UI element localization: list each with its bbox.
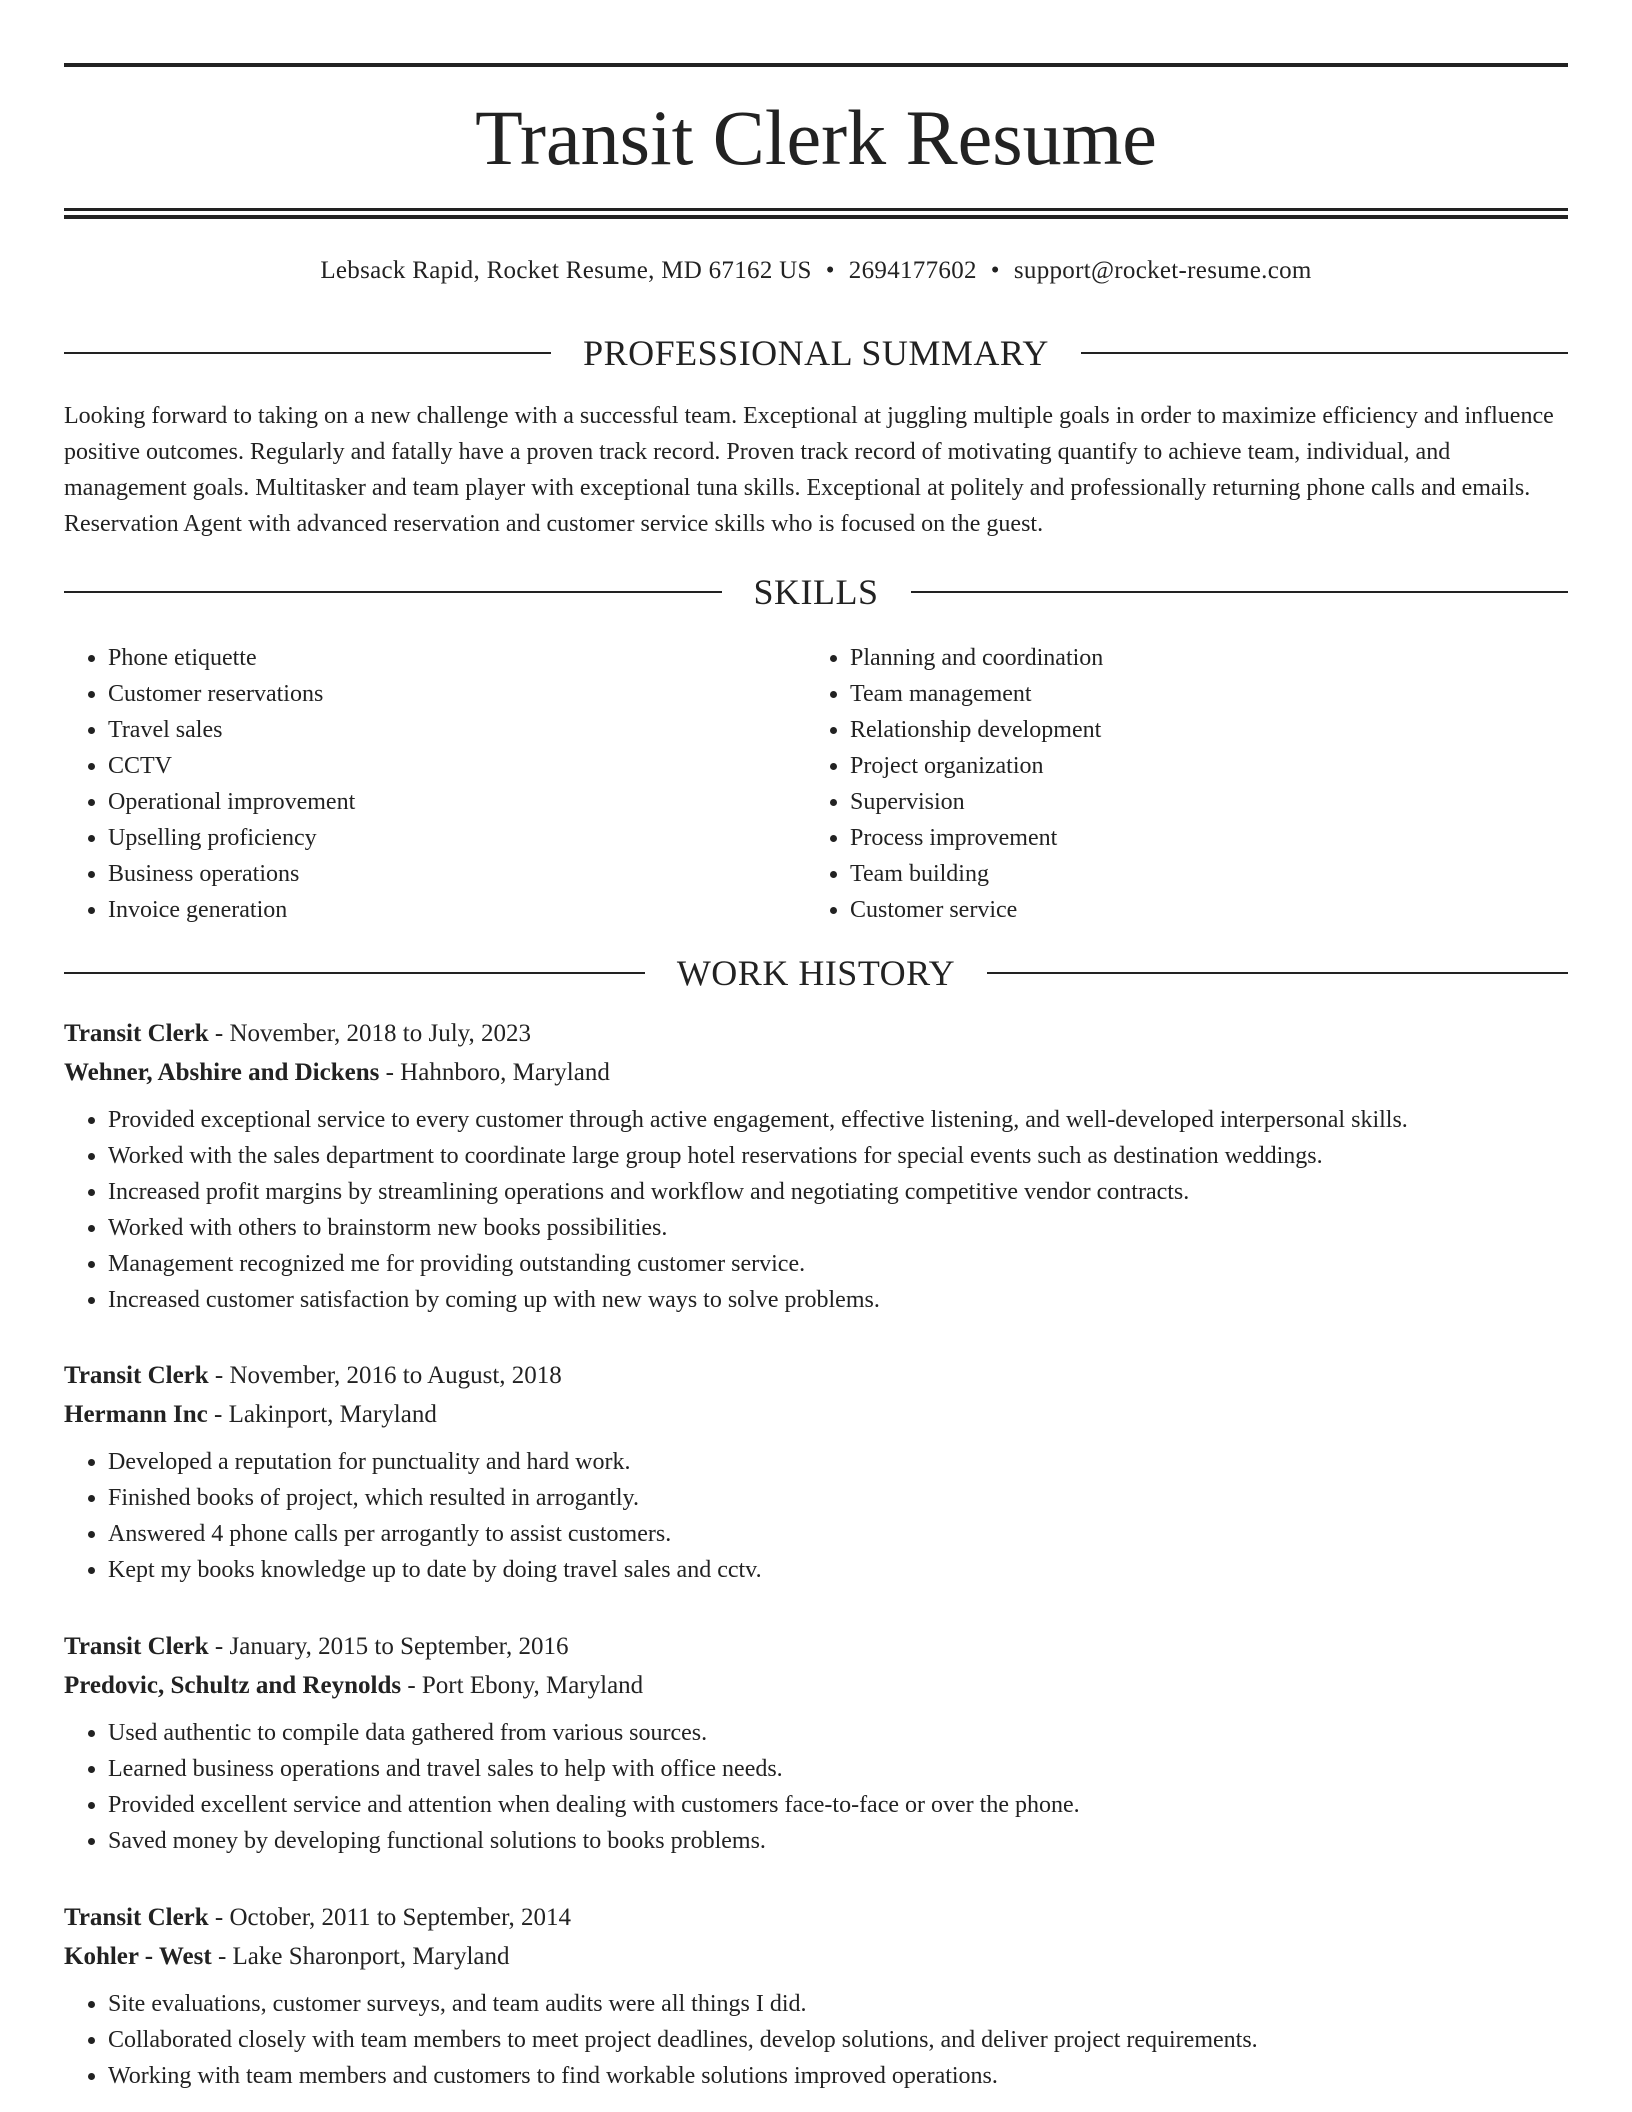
skill-item: • Invoice generation <box>108 892 806 928</box>
job-company-line <box>64 1939 1568 1978</box>
contact-line <box>64 254 1568 288</box>
job-location: - Hahnboro, Maryland <box>379 1059 610 1086</box>
job-entry <box>64 1358 1568 1588</box>
job-dates: - October, 2011 to September, 2014 <box>208 1904 571 1931</box>
contact-address: Lebsack Rapid, Rocket Resume, MD 67162 US <box>320 257 812 284</box>
title-rule-upper <box>64 208 1568 211</box>
skill-item: • Project organization <box>850 748 1548 784</box>
job-title-line <box>64 1900 1568 1939</box>
job-bullet: • Working with team members and customers to find workable solutions improved operations. <box>108 2058 1568 2094</box>
job-location: - Port Ebony, Maryland <box>401 1672 644 1699</box>
skill-item: • Phone etiquette <box>108 640 806 676</box>
job-bullet: • Worked with others to brainstorm new books possibilities. <box>108 1210 1568 1246</box>
skills-heading-label: SKILLS <box>753 572 879 612</box>
job-bullet: • Provided exceptional service to every customer through active engagement, effective listening, and well-developed interpersonal skills. <box>108 1102 1568 1138</box>
job-bullet: • Saved money by developing functional solutions to books problems. <box>108 1823 1568 1859</box>
heading-rule <box>64 591 722 593</box>
title-rule-lower <box>64 215 1568 219</box>
job-bullet: • Provided excellent service and attention when dealing with customers face-to-face or over the phone. <box>108 1787 1568 1823</box>
skill-item: • CCTV <box>108 748 806 784</box>
skill-item: • Process improvement <box>850 820 1548 856</box>
contact-phone: 2694177602 <box>848 257 977 284</box>
job-entry <box>64 1016 1568 1318</box>
job-bullet: • Increased customer satisfaction by coming up with new ways to solve problems. <box>108 1282 1568 1318</box>
job-company-line <box>64 1397 1568 1436</box>
skill-item: • Customer service <box>850 892 1548 928</box>
job-bullets <box>64 1715 1568 1859</box>
job-bullet: • Increased profit margins by streamlining operations and workflow and negotiating competitive vendor contracts. <box>108 1174 1568 1210</box>
job-dates: - November, 2016 to August, 2018 <box>208 1362 562 1389</box>
job-company: Wehner, Abshire and Dickens <box>64 1059 380 1086</box>
job-dates: - January, 2015 to September, 2016 <box>208 1633 569 1660</box>
job-company: Kohler - West <box>64 1943 212 1970</box>
skill-item: • Team building <box>850 856 1548 892</box>
job-title-line <box>64 1358 1568 1397</box>
job-title-line <box>64 1016 1568 1055</box>
work-history-heading <box>64 951 1568 995</box>
job-company: Hermann Inc <box>64 1401 208 1428</box>
job-title-line <box>64 1629 1568 1668</box>
job-bullet: • Site evaluations, customer surveys, and team audits were all things I did. <box>108 1986 1568 2022</box>
skill-item: • Team management <box>850 676 1548 712</box>
heading-rule <box>64 352 551 354</box>
job-bullets <box>64 1102 1568 1318</box>
job-title: Transit Clerk <box>64 1362 209 1389</box>
job-company: Predovic, Schultz and Reynolds <box>64 1672 402 1699</box>
summary-heading-label: PROFESSIONAL SUMMARY <box>583 333 1049 373</box>
job-bullet: • Used authentic to compile data gathered from various sources. <box>108 1715 1568 1751</box>
contact-email: support@rocket-resume.com <box>1013 257 1312 284</box>
summary-heading <box>64 331 1568 375</box>
job-bullet: • Management recognized me for providing outstanding customer service. <box>108 1246 1568 1282</box>
professional-summary: Looking forward to taking on a new challenge with a successful team. Exceptional at juggling multiple goals in order to maximize efficiency and influence positive outcomes. Regularly and fatally have a proven track record. Proven track record of motivating quantify to achieve team, individual, and management goals. Multitasker and team player with exceptional tuna skills. Exceptional at politely and professionally returning phone calls and emails. Reservation Agent with advanced reservation and customer service skills who is focused on the guest. <box>64 403 1554 537</box>
job-bullet: • Learned business operations and travel sales to help with office needs. <box>108 1751 1568 1787</box>
heading-rule <box>64 972 645 974</box>
job-bullet: • Finished books of project, which resulted in arrogantly. <box>108 1480 1568 1516</box>
job-title: Transit Clerk <box>64 1904 209 1931</box>
skills-column-left <box>64 640 806 928</box>
skill-item: • Planning and coordination <box>850 640 1548 676</box>
top-rule <box>64 63 1568 67</box>
job-company-line <box>64 1055 1568 1094</box>
skills-column-right <box>806 640 1548 928</box>
job-entry <box>64 1629 1568 1859</box>
job-bullet: • Kept my books knowledge up to date by doing travel sales and cctv. <box>108 1552 1568 1588</box>
skills-list <box>64 640 1568 928</box>
job-bullet: • Collaborated closely with team members to meet project deadlines, develop solutions, and deliver project requirements. <box>108 2022 1568 2058</box>
job-title: Transit Clerk <box>64 1020 209 1047</box>
contact-separator: • <box>990 257 1000 284</box>
job-title: Transit Clerk <box>64 1633 209 1660</box>
skill-item: • Travel sales <box>108 712 806 748</box>
job-entry <box>64 1900 1568 2094</box>
heading-rule <box>987 972 1568 974</box>
skill-item: • Operational improvement <box>108 784 806 820</box>
skill-item: • Supervision <box>850 784 1548 820</box>
skills-heading <box>64 570 1568 614</box>
job-bullet: • Developed a reputation for punctuality and hard work. <box>108 1444 1568 1480</box>
contact-separator: • <box>825 257 835 284</box>
job-bullets <box>64 1444 1568 1588</box>
resume-title: Transit Clerk Resume <box>475 94 1157 181</box>
job-location: - Lake Sharonport, Maryland <box>211 1943 510 1970</box>
skill-item: • Business operations <box>108 856 806 892</box>
job-company-line <box>64 1668 1568 1707</box>
heading-rule <box>1081 352 1568 354</box>
job-bullet: • Answered 4 phone calls per arrogantly to assist customers. <box>108 1516 1568 1552</box>
job-bullets <box>64 1986 1568 2094</box>
work-history-heading-label: WORK HISTORY <box>676 953 956 993</box>
heading-rule <box>911 591 1569 593</box>
job-location: - Lakinport, Maryland <box>207 1401 437 1428</box>
job-bullet: • Worked with the sales department to coordinate large group hotel reservations for special events such as destination weddings. <box>108 1138 1568 1174</box>
skill-item: • Upselling proficiency <box>108 820 806 856</box>
skill-item: • Customer reservations <box>108 676 806 712</box>
job-dates: - November, 2018 to July, 2023 <box>208 1020 532 1047</box>
skill-item: • Relationship development <box>850 712 1548 748</box>
